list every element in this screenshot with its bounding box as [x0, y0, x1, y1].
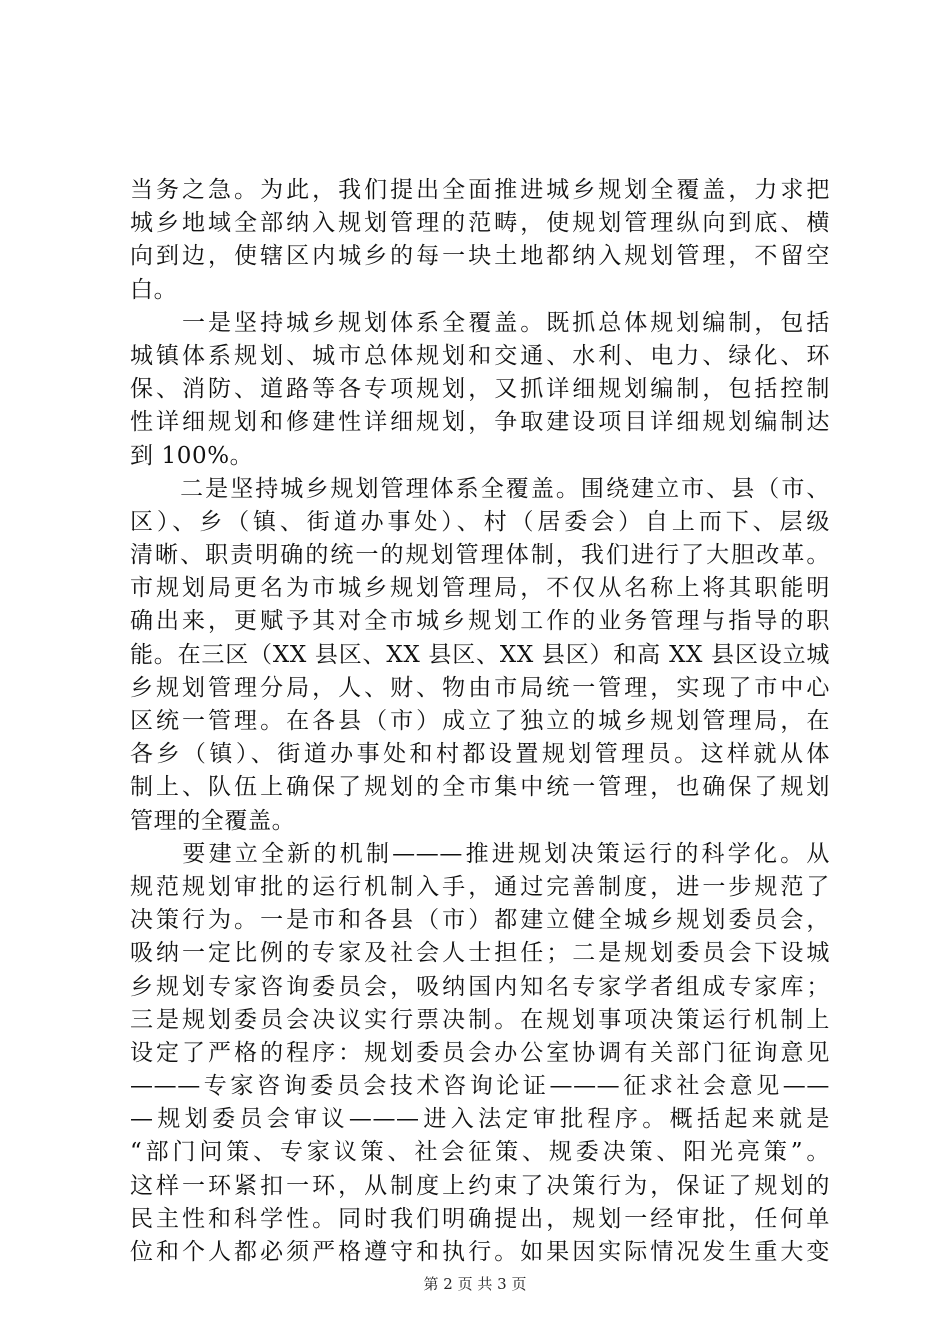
text-line: 决策行为。一是市和各县（市）都建立健全城乡规划委员会，	[130, 907, 830, 934]
text-line: 三是规划委员会决议实行票决制。在规划事项决策运行机制上	[130, 1006, 830, 1033]
text-line: 当务之急。为此，我们提出全面推进城乡规划全覆盖，力求把	[130, 177, 830, 203]
text-line: 性详细规划和修建性详细规划，争取建设项目详细规划编制达	[130, 409, 830, 436]
text-line: 城乡地域全部纳入规划管理的范畴，使规划管理纵向到底、横	[130, 210, 830, 237]
text-line: 白。	[130, 276, 178, 303]
text-line: 设定了严格的程序：规划委员会办公室协调有关部门征询意见	[130, 1039, 830, 1066]
text-line: 区）、乡（镇、街道办事处）、村（居委会）自上而下、层级	[130, 508, 830, 535]
text-line: 城镇体系规划、城市总体规划和交通、水利、电力、绿化、环	[130, 342, 830, 369]
text-line: 这样一环紧扣一环，从制度上约束了决策行为，保证了规划的	[130, 1172, 830, 1199]
text-line: 清晰、职责明确的统一的规划管理体制，我们进行了大胆改革。	[130, 542, 830, 569]
page-number-footer: 第 2 页 共 3 页	[423, 1275, 527, 1293]
text-line: 位和个人都必须严格遵守和执行。如果因实际情况发生重大变	[130, 1239, 830, 1265]
text-line: 保、消防、道路等各专项规划，又抓详细规划编制，包括控制	[130, 376, 830, 403]
text-line: 管理的全覆盖。	[130, 807, 296, 834]
text-line: 市规划局更名为市城乡规划管理局，不仅从名称上将其职能明	[130, 575, 830, 602]
text-line: 要建立全新的机制———推进规划决策运行的科学化。从	[130, 840, 830, 867]
text-line: “部门问策、专家议策、社会征策、规委决策、阳光亮策”。	[130, 1139, 830, 1166]
text-line: 一是坚持城乡规划体系全覆盖。既抓总体规划编制，包括	[130, 309, 830, 336]
text-line: 区统一管理。在各县（市）成立了独立的城乡规划管理局，在	[130, 708, 830, 734]
text-line: 制上、队伍上确保了规划的全市集中统一管理，也确保了规划	[130, 774, 830, 801]
text-line: 能。在三区（XX 县区、XX 县区、XX 县区）和高 XX 县区设立城	[130, 641, 830, 668]
text-line: 规范规划审批的运行机制入手，通过完善制度，进一步规范了	[130, 873, 830, 900]
text-line: ———专家咨询委员会技术咨询论证———征求社会意见——	[130, 1073, 830, 1100]
text-line: 乡规划专家咨询委员会，吸纳国内知名专家学者组成专家库；	[130, 973, 830, 1000]
text-line: 吸纳一定比例的专家及社会人士担任；二是规划委员会下设城	[130, 940, 830, 967]
text-line: 到 100%。	[130, 442, 254, 469]
text-line: 各乡（镇）、街道办事处和村都设置规划管理员。这样就从体	[130, 741, 830, 768]
text-line: 二是坚持城乡规划管理体系全覆盖。围绕建立市、县（市、	[130, 475, 830, 502]
text-line: 确出来，更赋予其对全市城乡规划工作的业务管理与指导的职	[130, 608, 830, 635]
document-body	[130, 174, 830, 1269]
text-line: 向到边，使辖区内城乡的每一块土地都纳入规划管理，不留空	[130, 243, 830, 270]
text-line: —规划委员会审议———进入法定审批程序。概括起来就是	[130, 1106, 830, 1133]
text-line: 民主性和科学性。同时我们明确提出，规划一经审批，任何单	[130, 1205, 830, 1232]
text-line: 乡规划管理分局，人、财、物由市局统一管理，实现了市中心	[130, 674, 830, 701]
